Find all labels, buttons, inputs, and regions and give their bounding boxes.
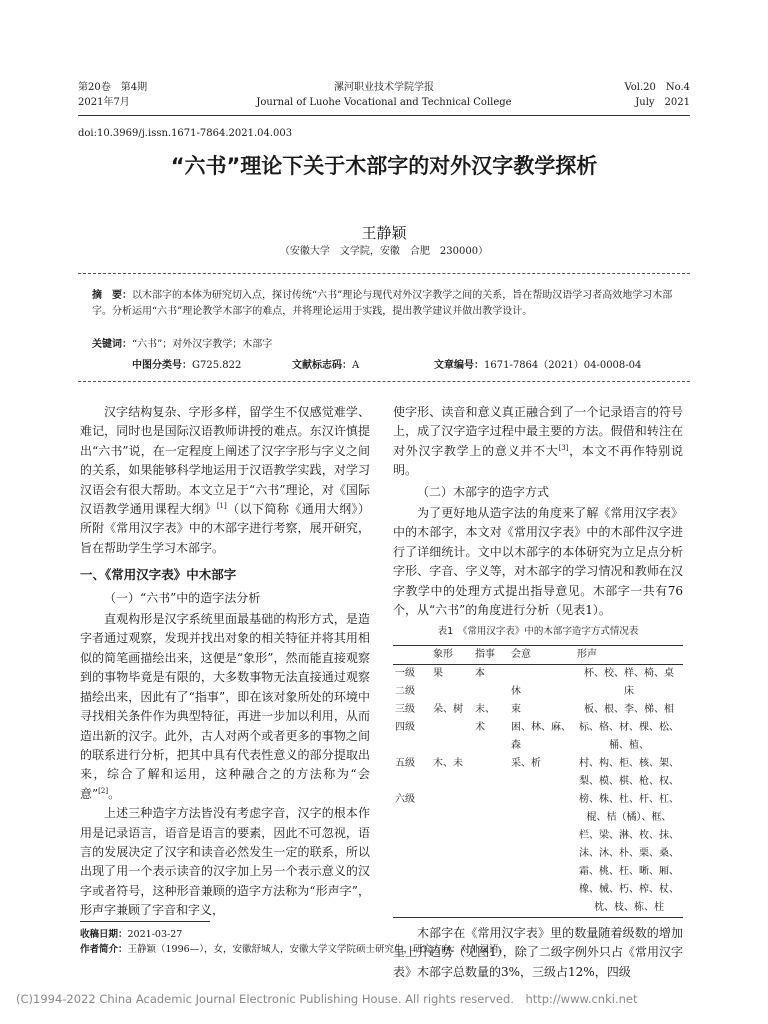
body-right-column <box>393 403 683 982</box>
table-header-cell: 形声 <box>577 648 597 660</box>
table-cell <box>431 719 473 755</box>
clc-value: G725.822 <box>192 360 242 371</box>
footnote-rule <box>80 921 210 922</box>
volume-line-en: Vol.20 No.4 <box>624 82 690 93</box>
abstract-text: 以木部字的本体为研究切入点，探讨传统“六书”理论与现代对外汉字教学之间的关系，旨在帮助汉语学习者高效地学习木部字。分析运用“六书”理论教学木部字的难点，并将理论运用于实践，提出教学建议并做出教学设计。 <box>92 290 673 317</box>
paragraph <box>80 403 370 558</box>
articleno-value: 1671-7864（2021）04-0008-04 <box>484 360 642 371</box>
journal-name <box>78 80 690 110</box>
clc-label: 中图分类号： <box>132 360 192 371</box>
table-cell: 木、未 <box>433 757 463 769</box>
table-caption: 表1 《常用汉字表》中的木部字造字方式情况表 <box>437 626 639 638</box>
abstract-bottom-divider <box>78 381 690 382</box>
table-cell: 采、析 <box>511 757 541 769</box>
date-line-cn: 2021年7月 <box>78 97 130 108</box>
citation-ref: [1] <box>216 502 227 511</box>
table-cell: 本 <box>475 667 485 679</box>
copyright-watermark: (C)1994-2022 China Academic Journal Electronic Publishing House. All rights reserved. http://www.cnki.net <box>16 992 638 1006</box>
paragraph-text: 直观构形是汉字系统里面最基础的构形方式，是造字者通过观察，发现并找出对象的相关特征并将其用相似的简笔画描绘出来，这便是“象形”，然而能直接观察到的事物毕竟是有限的，大多数事物无法直接通过观察描绘出来，因此有了“指事”，即在该对象所处的环境中寻找相关条件作为典型特征，再进一步加以利用，从而造出新的汉字。此外，古人对两个或者更多的事物之间的联系进行分析，把其中具有代表性意义的部分提取出来，综合了解和运用，这种融合之的方法称为“会意” <box>80 612 370 801</box>
table-header-cell: 象形 <box>433 648 453 660</box>
table-cell: 六级 <box>395 793 415 805</box>
paragraph <box>393 403 683 481</box>
doi: doi:10.3969/j.issn.1671-7864.2021.04.003 <box>78 128 293 139</box>
table-cell: 束 <box>511 703 521 715</box>
table-cell <box>431 683 473 701</box>
table-row <box>393 701 683 719</box>
volume-issue-en <box>624 80 690 110</box>
date-line-en: July 2021 <box>635 97 690 108</box>
table-cell <box>509 664 575 683</box>
paragraph <box>80 610 370 804</box>
classification-line <box>132 356 642 372</box>
keywords-text: “六书”；对外汉字教学；木部字 <box>132 339 273 350</box>
table-body <box>393 664 683 917</box>
header-rule <box>78 115 690 116</box>
table-cell: 五级 <box>395 757 415 769</box>
paragraph: 木部字在《常用汉字表》里的数量随着级数的增加呈上升趋势（见图1），除了二级字例外只占《常用汉字表》木部字总数量的3%，三级占12%，四级 <box>393 925 683 979</box>
table-header-cell: 会意 <box>511 648 531 660</box>
abstract-label: 摘 要： <box>92 290 132 301</box>
volume-line: 第20卷 第4期 <box>78 82 148 93</box>
table-header-cell <box>393 645 431 664</box>
table-cell: 标、格、材、棵、松、桶、植、 <box>579 721 679 751</box>
doccode-label: 文献标志码： <box>292 360 352 371</box>
table-row <box>393 791 683 918</box>
doccode-value: A <box>352 360 360 371</box>
table-cell: 朵、树 <box>433 703 463 715</box>
received-label: 收稿日期： <box>80 929 128 940</box>
author-bio-label: 作者简介： <box>80 944 128 955</box>
table-cell <box>473 755 509 791</box>
articleno-label: 文章编号： <box>434 360 484 371</box>
table-cell <box>473 683 509 701</box>
table-cell: 村、构、柜、核、架、梨、模、棋、枪、权、 <box>579 757 679 787</box>
table-cell: 二级 <box>395 685 415 697</box>
table-header-row <box>393 645 683 664</box>
author-name: 王静颖 <box>361 224 407 242</box>
citation-ref: [2] <box>98 786 109 795</box>
document-code <box>292 356 359 371</box>
table-cell: 术 <box>475 721 485 733</box>
table-cell: 板、根、李、梯、相 <box>584 703 674 715</box>
abstract-top-divider <box>78 273 690 274</box>
article-title: “六书”理论下关于木部字的对外汉字教学探析 <box>170 154 598 178</box>
table-row <box>393 664 683 683</box>
paragraph-text: 。 <box>108 786 121 801</box>
table-cell: 杯、校、样、椅、桌 <box>584 667 674 679</box>
paragraph-text: （以下简称《通用大纲》）所附《常用汉字表》中的木部字进行考察，展开研究，旨在帮助学生学习木部字。 <box>80 502 370 555</box>
section-heading: 一、《常用汉字表》中木部字 <box>80 567 237 583</box>
table-row <box>393 755 683 791</box>
table-cell: 一级 <box>395 667 415 679</box>
clc-number <box>132 356 241 371</box>
author-bio <box>80 941 508 955</box>
paragraph: 为了更好地从造字法的角度来了解《常用汉字表》中的木部字，本文对《常用汉字表》中的木部件汉字进行了详细统计。文中以木部字的本体研究为立足点分析字形、字音、字义等，对木部字的学习情况和教师在汉字教学中的处理方式提出指导意见。木部字一共有76个，从“六书”的角度进行分析（见表1）。 <box>393 506 683 618</box>
table-cell <box>473 791 509 918</box>
character-formation-table <box>393 645 683 918</box>
table-cell: 困、林、麻、森 <box>511 721 571 751</box>
table-row <box>393 683 683 701</box>
table-cell: 休 <box>511 685 521 697</box>
article-number <box>434 356 641 371</box>
table-cell <box>509 791 575 918</box>
table-cell <box>431 791 473 918</box>
paragraph: 上述三种造字方法皆没有考虑字音，汉字的根本作用是记录语言，语音是语言的要素，因此不可忽视，语言的发展决定了汉字和读音必然发生一定的联系，所以出现了用一个表示读音的汉字加上另一个表示意义的汉字或者符号，这种形音兼顾的造字方法称为“形声字”，形声字兼顾了字音和字义， <box>80 806 370 918</box>
subsection-heading: （一）“六书”中的造字法分析 <box>104 590 261 605</box>
received-date <box>80 926 182 940</box>
table-cell: 榜、株、杜、杆、杠、棍、桔（橘）、框、栏、梁、淋、枚、抹、沫、沐、朴、栗、桑、霜、桃、枉、晰、厢、橡、械、朽、榨、杖、枕、枝、栋、柱 <box>579 793 679 913</box>
body-left-column <box>80 403 370 921</box>
table-header-cell: 指事 <box>475 648 495 660</box>
paragraph-text: ，本文不再作特别说明。 <box>393 443 683 478</box>
table-cell: 果 <box>433 667 443 679</box>
author-affiliation: （安徽大学 文学院，安徽 合肥 230000） <box>279 246 489 257</box>
table-row <box>393 719 683 755</box>
received-value: 2021-03-27 <box>127 929 183 940</box>
citation-ref: [3] <box>558 443 569 452</box>
subsection-heading: （二）木部字的造字方式 <box>417 484 550 499</box>
table-cell: 末、 <box>475 703 495 715</box>
table-cell: 床 <box>624 685 634 697</box>
table-cell: 四级 <box>395 721 415 733</box>
journal-name-en: Journal of Luohe Vocational and Technical College <box>256 97 512 108</box>
abstract <box>92 288 676 320</box>
keywords <box>92 337 676 353</box>
running-header <box>78 80 690 114</box>
paragraph-text: 汉字结构复杂、字形多样，留学生不仅感觉难学、难记，同时也是国际汉语教师讲授的难点。东汉许慎提出“六书”说，在一定程度上阐述了汉字字形与字义之间的关系，如果能够科学地运用于汉语教学实践，对学习汉语会有很大帮助。本文立足于“六书”理论，对《国际汉语教学通用课程大纲》 <box>80 405 370 517</box>
keywords-label: 关键词： <box>92 339 132 350</box>
paragraph-text: 使字形、读音和意义真正融合到了一个记录语言的符号上，成了汉字造字过程中最主要的方法。假借和转注在对外汉字教学上的意义并不大 <box>393 405 683 458</box>
author-bio-text: 王静颖（1996—），女，安徽舒城人，安徽大学文学院硕士研究生，研究方向：对外汉语。 <box>127 944 508 955</box>
journal-name-cn: 漯河职业技术学院学报 <box>334 82 434 93</box>
table-cell: 三级 <box>395 703 415 715</box>
